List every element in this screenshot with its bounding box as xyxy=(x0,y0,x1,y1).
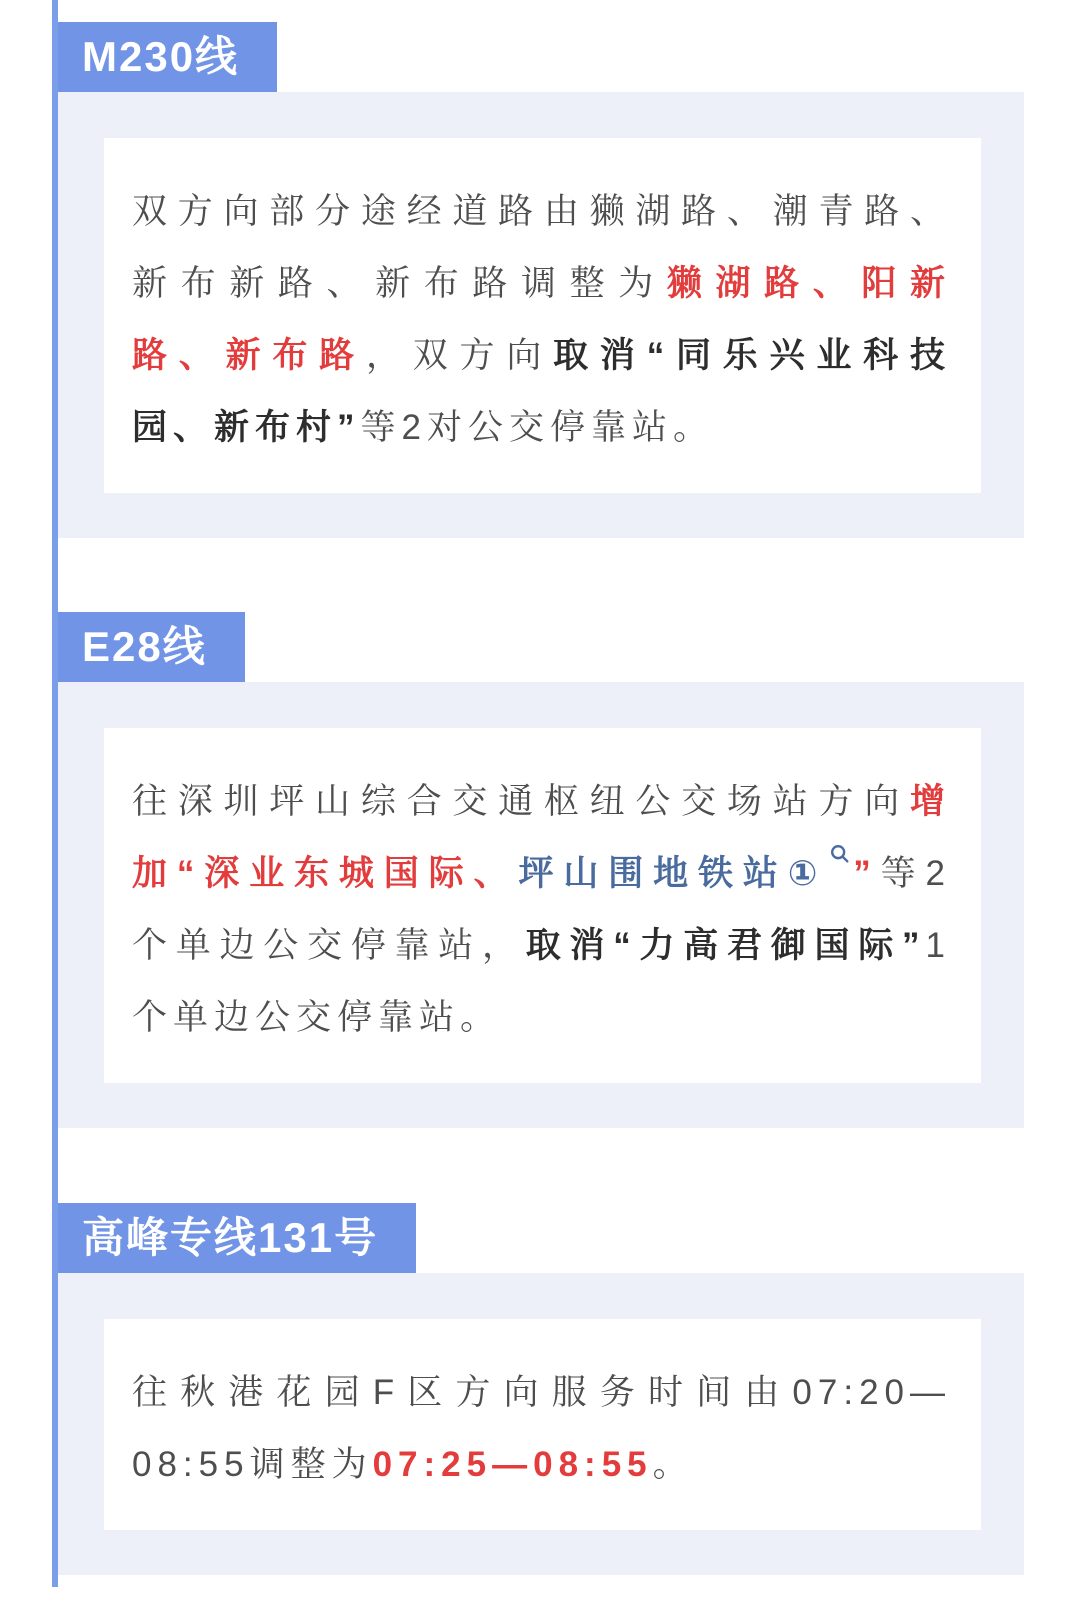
section-m230 xyxy=(58,22,1024,538)
text-segment: 08:55调整为 xyxy=(132,1445,373,1484)
notice-card xyxy=(104,138,981,493)
highlight-text: 路、新布路 xyxy=(132,336,366,375)
text-segment: ，双方向 xyxy=(365,336,554,375)
highlight-text: 加“深业东城国际、 xyxy=(132,854,519,893)
text-segment: 新布新路、新布路调整为 xyxy=(132,264,667,303)
text-segment: 等2 xyxy=(876,854,951,893)
text-segment: 个单边公交停靠站。 xyxy=(132,998,502,1037)
text-segment: 取消“力高君御国际” xyxy=(525,926,926,965)
section-panel xyxy=(58,682,1024,1128)
text-line xyxy=(132,982,951,1054)
highlight-text: 07:25—08:55 xyxy=(372,1445,653,1484)
text-line xyxy=(132,838,951,910)
text-segment: 1 xyxy=(925,926,951,965)
text-line xyxy=(132,1429,951,1501)
section-peak-131 xyxy=(58,1203,1024,1575)
route-badge-m230: M230线 xyxy=(58,22,277,92)
text-segment: 往秋港花园F区方向服务时间由07:20— xyxy=(132,1373,951,1412)
section-panel xyxy=(58,1273,1024,1575)
highlight-text: 獭湖路、阳新 xyxy=(666,264,951,303)
notice-card xyxy=(104,1319,981,1530)
text-segment: 往深圳坪山综合交通枢纽公交场站方向 xyxy=(132,782,910,821)
notice-content xyxy=(58,22,1024,1575)
highlight-text: ” xyxy=(853,854,877,893)
text-line xyxy=(132,320,951,392)
notice-card xyxy=(104,728,981,1083)
text-line xyxy=(132,766,951,838)
text-line xyxy=(132,248,951,320)
text-line xyxy=(132,910,951,982)
route-badge-peak-131: 高峰专线131号 xyxy=(58,1203,416,1273)
highlight-text: 增 xyxy=(909,782,951,821)
text-line xyxy=(132,392,951,464)
search-icon[interactable] xyxy=(829,843,851,865)
station-link[interactable]: 坪山围地铁站① xyxy=(518,854,828,893)
text-segment: 等2对公交停靠站。 xyxy=(360,408,714,447)
route-badge-e28: E28线 xyxy=(58,612,245,682)
text-line xyxy=(132,1357,951,1429)
text-line xyxy=(132,176,951,248)
text-segment: 取消“同乐兴业科技 xyxy=(553,336,951,375)
text-segment: 园、新布村” xyxy=(132,408,361,447)
section-e28 xyxy=(58,612,1024,1128)
text-segment: 。 xyxy=(652,1445,694,1484)
text-segment: 个单边公交停靠站， xyxy=(132,926,526,965)
text-segment: 双方向部分途经道路由獭湖路、潮青路、 xyxy=(132,192,951,231)
section-panel xyxy=(58,92,1024,538)
